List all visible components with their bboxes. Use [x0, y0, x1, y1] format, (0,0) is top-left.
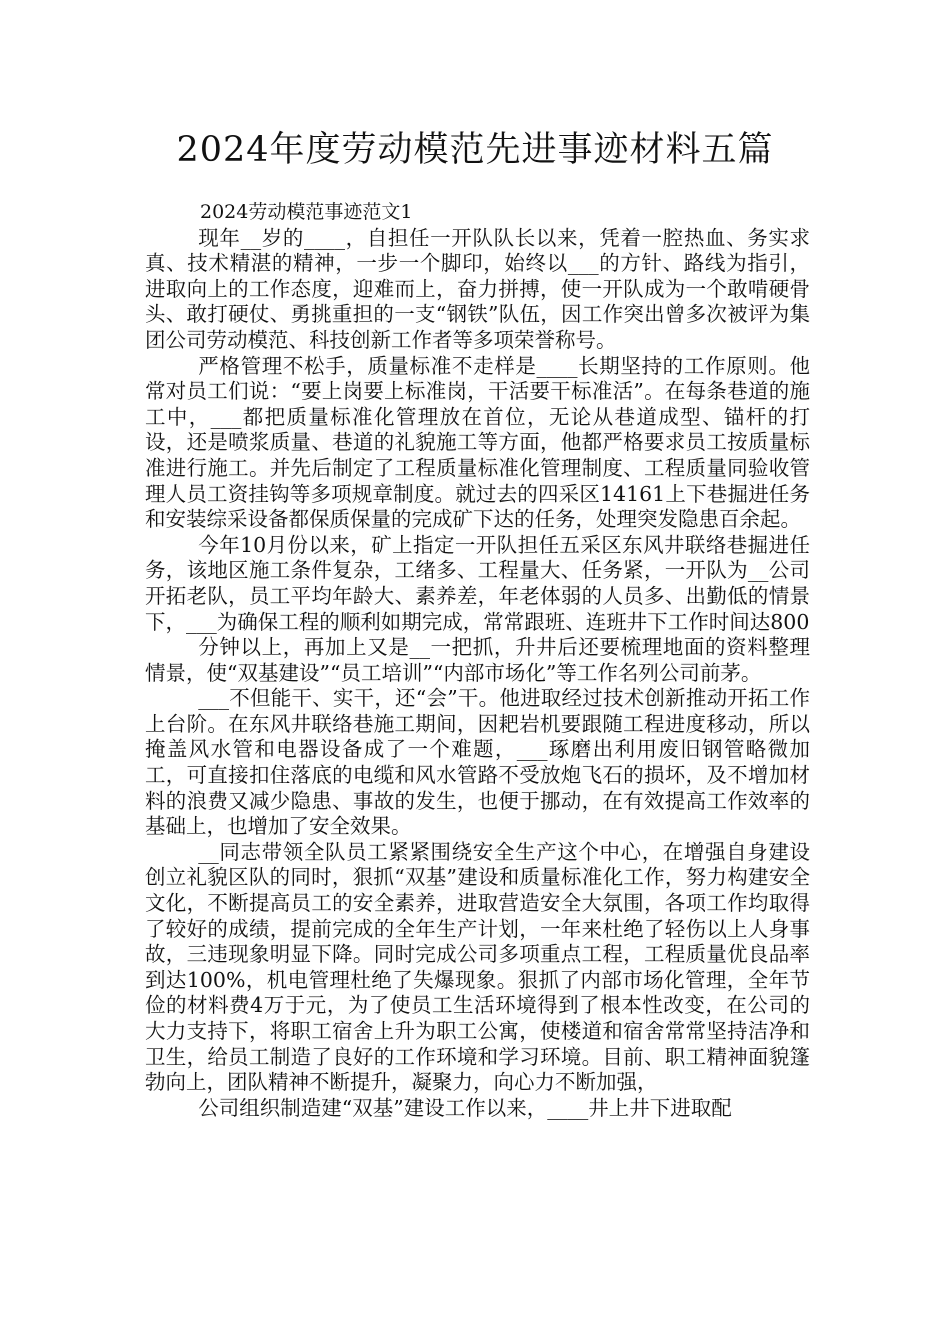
paragraph: ___不但能干、实干，还“会”干。他进取经过技术创新推动开拓工作上台阶。在东风井联络巷施工期间，因耙岩机要跟随工程进度移动，所以掩盖风水管和电器设备成了一个难题，___琢磨出利用废旧钢管略微加工，可直接扣住落底的电缆和风水管路不受放炮飞石的损坏，及不增加材料的浪费又减少隐患、事故的发生，也便于挪动，在有效提高工作效率的基础上，也增加了安全效果。 — [145, 686, 810, 839]
document-title: 2024年度劳动模范先进事迹材料五篇 — [176, 130, 774, 170]
paragraph: 分钟以上，再加上又是__一把抓，升井后还要梳理地面的资料整理情景，使“双基建设”“员工培训”“内部市场化”等工作名列公司前茅。 — [145, 635, 810, 685]
document-body — [145, 200, 810, 1121]
paragraph: 公司组织制造建“双基”建设工作以来，____井上井下进取配 — [198, 1095, 732, 1120]
paragraph: 今年10月份以来，矿上指定一开队担任五采区东风井联络巷掘进任务，该地区施工条件复杂，工绪多、工程量大、任务紧，一开队为__公司开拓老队，员工平均年龄大、素养差，年老体弱的人员多、出勤低的情景下，___为确保工程的顺利如期完成，常常跟班、连班井下工作时间达800 — [145, 532, 810, 634]
paragraph: 现年__岁的____，自担任一开队队长以来，凭着一腔热血、务实求真、技术精湛的精神，一步一个脚印，始终以___的方针、路线为指引，进取向上的工作态度，迎难而上，奋力拼搏，使一开队成为一个敢啃硬骨头、敢打硬仗、勇挑重担的一支“钢铁”队伍，因工作突出曾多次被评为集团公司劳动模范、科技创新工作者等多项荣誉称号。 — [145, 225, 810, 352]
section-subtitle: 2024劳动模范事迹范文1 — [200, 201, 413, 223]
paragraph: 严格管理不松手，质量标准不走样是____长期坚持的工作原则。他常对员工们说：“要上岗要上标准岗，干活要干标准活”。在每条巷道的施工中，___都把质量标准化管理放在首位，无论从巷道成型、锚杆的打设，还是喷浆质量、巷道的礼貌施工等方面，他都严格要求员工按质量标准进行施工。并先后制定了工程质量标准化管理制度、工程质量同验收管理人员工资挂钩等多项规章制度。就过去的四采区14161上下巷掘进任务和安装综采设备都保质保量的完成矿下达的任务，处理突发隐患百余起。 — [145, 353, 810, 532]
paragraph: __同志带领全队员工紧紧围绕安全生产这个中心，在增强自身建设创立礼貌区队的同时，狠抓“双基”建设和质量标准化工作，努力构建安全文化，不断提高员工的安全素养，进取营造安全大氛围，各项工作均取得了较好的成绩，提前完成的全年生产计划，一年来杜绝了轻伤以上人身事故，三违现象明显下降。同时完成公司多项重点工程，工程质量优良品率到达100%，机电管理杜绝了失爆现象。狠抓了内部市场化管理，全年节俭的材料费4万于元，为了使员工生活环境得到了根本性改变，在公司的大力支持下，将职工宿舍上升为职工公寓，使楼道和宿舍常常坚持洁净和卫生，给员工制造了良好的工作环境和学习环境。目前、职工精神面貌篷勃向上，团队精神不断提升，凝聚力，向心力不断加强， — [145, 839, 810, 1095]
